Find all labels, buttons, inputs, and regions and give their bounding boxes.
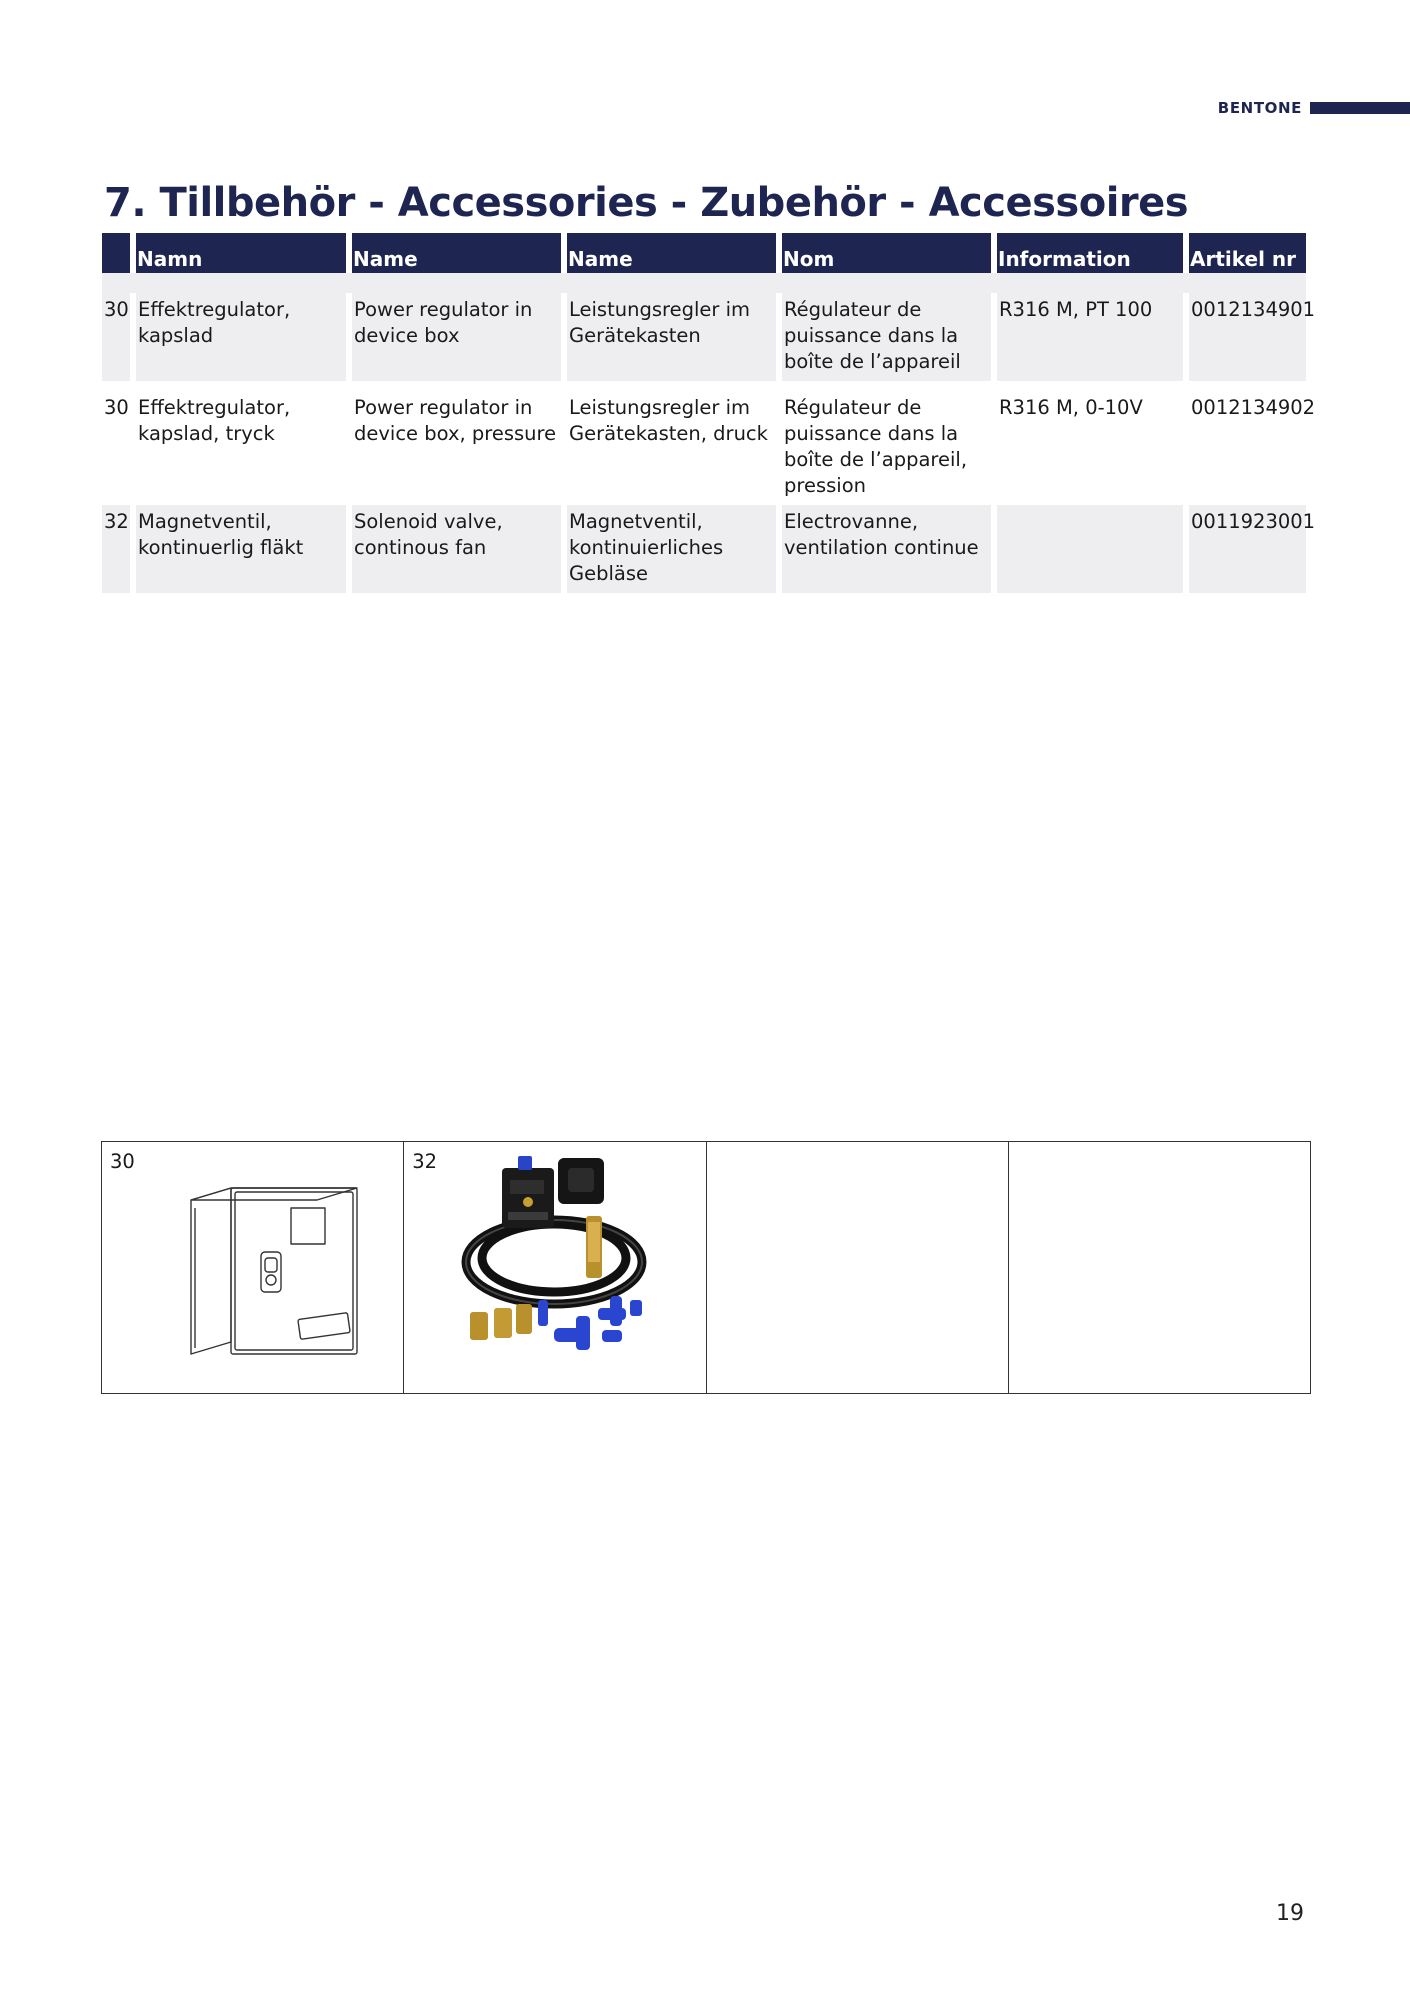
image-cell-30	[102, 1142, 404, 1394]
image-label: 30	[110, 1150, 135, 1173]
table-row	[102, 391, 1306, 505]
brand-header	[1218, 101, 1410, 115]
header-information: Information	[997, 233, 1183, 273]
header-name-en: Name	[352, 233, 561, 273]
page-number: 19	[1276, 1901, 1304, 1926]
image-cell-empty	[1008, 1142, 1310, 1394]
cell-info	[997, 505, 1183, 593]
cell-sv: Magnetventil, kontinuerlig fläkt	[136, 505, 346, 593]
image-label: 32	[412, 1150, 438, 1173]
cell-en: Solenoid valve, continous fan	[352, 505, 561, 593]
table-header-row	[102, 233, 1306, 273]
cell-pos: 30	[102, 391, 130, 505]
cell-de: Leistungsregler im Gerätekasten	[567, 293, 776, 381]
cell-fr: Régulateur de puissance dans la boîte de l’appareil	[782, 293, 991, 381]
cell-info: R316 M, 0-10V	[997, 391, 1183, 505]
cell-sv: Effektregulator, kapslad, tryck	[136, 391, 346, 505]
cell-de: Leistungsregler im Gerätekasten, druck	[567, 391, 776, 505]
header-nom: Nom	[782, 233, 991, 273]
image-cell-32	[404, 1142, 706, 1394]
cell-artikel: 0012134901	[1189, 293, 1306, 381]
brand-bar	[1310, 102, 1410, 114]
brand-name: BENTONE	[1217, 99, 1302, 117]
cell-artikel: 0012134902	[1189, 391, 1306, 505]
header-name-de: Name	[567, 233, 776, 273]
table-row	[102, 293, 1306, 381]
cell-fr: Electrovanne, ventilation continue	[782, 505, 991, 593]
accessory-images-grid	[101, 1141, 1311, 1394]
cell-info: R316 M, PT 100	[997, 293, 1183, 381]
solenoid-valve-kit-photo	[454, 1150, 654, 1375]
cell-en: Power regulator in device box	[352, 293, 561, 381]
cell-de: Magnetventil, kontinuierliches Gebläse	[567, 505, 776, 593]
header-artikel-nr: Artikel nr	[1189, 233, 1306, 273]
cell-en: Power regulator in device box, pressure	[352, 391, 561, 505]
header-pos	[102, 233, 130, 273]
accessories-table	[96, 233, 1316, 593]
cell-pos: 32	[102, 505, 130, 593]
cell-fr: Régulateur de puissance dans la boîte de l’appareil, pression	[782, 391, 991, 505]
table-row	[102, 505, 1306, 593]
cell-sv: Effektregulator, kapslad	[136, 293, 346, 381]
cell-artikel: 0011923001	[1189, 505, 1306, 593]
header-namn: Namn	[136, 233, 346, 273]
image-cell-empty	[706, 1142, 1008, 1394]
cell-pos: 30	[102, 293, 130, 381]
device-box-illustration	[187, 1182, 367, 1367]
page-title: 7. Tillbehör - Accessories - Zubehör - Accessoires	[104, 180, 1189, 226]
